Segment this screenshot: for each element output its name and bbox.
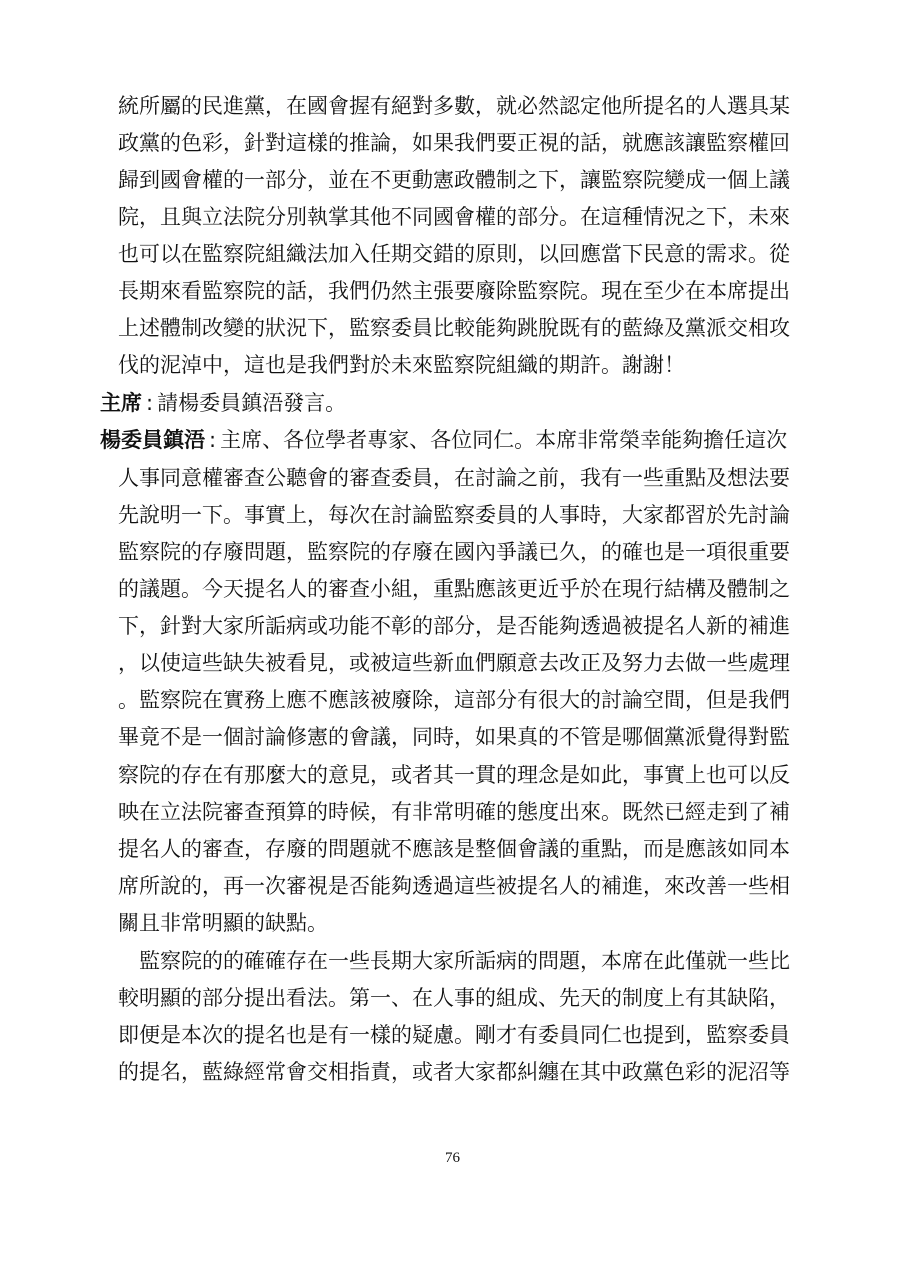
paragraph-line: 察院的存在有那麼大的意見，或者其一貫的理念是如此，事實上也可以反 <box>118 763 790 787</box>
paragraph-line: 伐的泥淖中，這也是我們對於未來監察院組織的期許。謝謝！ <box>118 353 685 377</box>
paragraph-line: 監察院的的確確存在一些長期大家所詬病的問題，本席在此僅就一些比 <box>139 949 790 973</box>
paragraph-line: 先說明一下。事實上，每次在討論監察委員的人事時，大家都習於先討論 <box>118 503 790 527</box>
paragraph-line: 下，針對大家所詬病或功能不彰的部分，是否能夠透過被提名人新的補進 <box>118 614 790 638</box>
paragraph-line: 歸到國會權的一部分，並在不更動憲政體制之下，讓監察院變成一個上議 <box>118 168 790 192</box>
remark-text: 主席、各位學者專家、各位同仁。本席非常榮幸能夠擔任這次 <box>220 428 788 452</box>
paragraph-line: 監察院的存廢問題，監察院的存廢在國內爭議已久，的確也是一項很重要 <box>118 540 790 564</box>
paragraph-line: 席所說的，再一次審視是否能夠透過這些被提名人的補進，來改善一些相 <box>118 874 790 898</box>
paragraph-line: 。監察院在實務上應不應該被廢除，這部分有很大的討論空間，但是我們 <box>118 688 790 712</box>
paragraph-line: 院，且與立法院分別執掌其他不同國會權的部分。在這種情況之下，未來 <box>118 205 790 229</box>
paragraph-line: 即便是本次的提名也是有一樣的疑慮。剛才有委員同仁也提到，監察委員 <box>118 1023 790 1047</box>
paragraph-line: 提名人的審查，存廢的問題就不應該是整個會議的重點，而是應該如同本 <box>118 837 790 861</box>
page-number: 76 <box>445 1150 460 1166</box>
chair-remark: 主席 : 請楊委員鎮浯發言。 <box>100 391 347 415</box>
paragraph-line: 映在立法院審查預算的時候，有非常明確的態度出來。既然已經走到了補 <box>118 800 790 824</box>
remark-text: 請楊委員鎮浯發言。 <box>157 391 347 415</box>
paragraph-line: 也可以在監察院組織法加入任期交錯的原則，以回應當下民意的需求。從 <box>118 242 790 266</box>
yang-remark-first-line: 楊委員鎮浯 : 主席、各位學者專家、各位同仁。本席非常榮幸能夠擔任這次 <box>100 428 788 452</box>
paragraph-line: ，以使這些缺失被看見，或被這些新血們願意去改正及努力去做一些處理 <box>118 651 790 675</box>
paragraph-line: 政黨的色彩，針對這樣的推論，如果我們要正視的話，就應該讓監察權回 <box>118 131 790 155</box>
speaker-name: 主席 <box>100 391 142 415</box>
paragraph-line: 畢竟不是一個討論修憲的會議，同時，如果真的不管是哪個黨派覺得對監 <box>118 725 790 749</box>
paragraph-line: 人事同意權審查公聽會的審查委員，在討論之前，我有一些重點及想法要 <box>118 466 790 490</box>
paragraph-line: 統所屬的民進黨，在國會握有絕對多數，就必然認定他所提名的人選具某 <box>118 94 790 118</box>
paragraph-line: 較明顯的部分提出看法。第一、在人事的組成、先天的制度上有其缺陷， <box>118 986 790 1010</box>
paragraph-line: 的提名，藍綠經常會交相指責，或者大家都糾纏在其中政黨色彩的泥沼等 <box>118 1060 790 1084</box>
paragraph-line: 上述體制改變的狀況下，監察委員比較能夠跳脫既有的藍綠及黨派交相攻 <box>118 316 790 340</box>
paragraph-line: 關且非常明顯的缺點。 <box>118 911 328 935</box>
speaker-name: 楊委員鎮浯 <box>100 428 205 452</box>
paragraph-line: 長期來看監察院的話，我們仍然主張要廢除監察院。現在至少在本席提出 <box>118 279 790 303</box>
paragraph-line: 的議題。今天提名人的審查小組，重點應該更近乎於在現行結構及體制之 <box>118 577 790 601</box>
